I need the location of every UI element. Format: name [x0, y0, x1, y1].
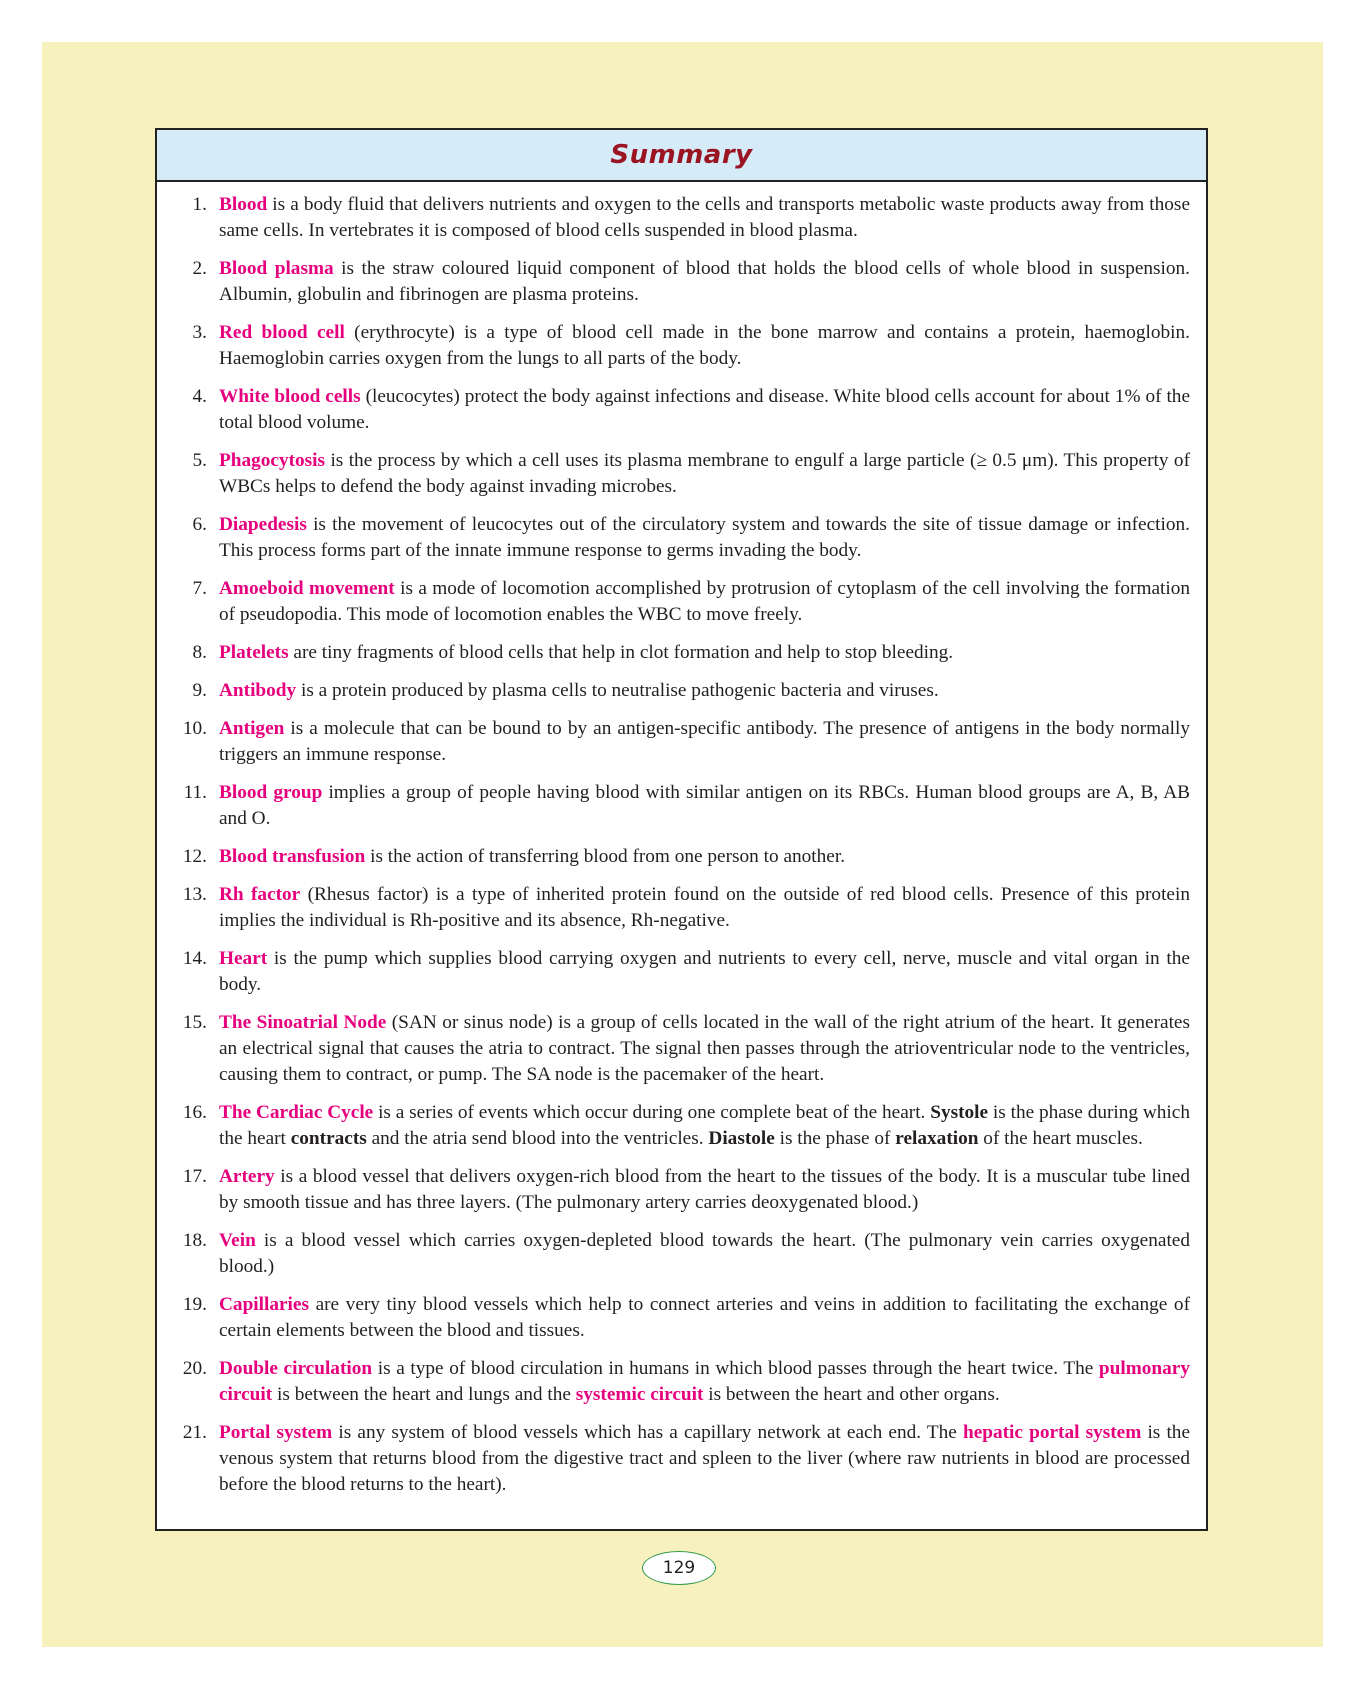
- summary-item: [157, 384, 1190, 436]
- item-text: [219, 1420, 1190, 1498]
- definition-text: is between the heart and lungs and the: [272, 1384, 576, 1405]
- key-term: hepatic portal system: [962, 1422, 1142, 1443]
- definition-text: is the movement of leucocytes out of the circulatory system and towards the site of tissue damage or infection. This process forms part of the innate immune response to germs invading the body.: [219, 514, 1190, 561]
- summary-box: [155, 128, 1208, 1531]
- summary-list: [157, 182, 1206, 1498]
- definition-text: is a mode of locomotion accomplished by protrusion of cytoplasm of the cell involving the formation of pseudopodia. This mode of locomotion enables the WBC to move freely.: [219, 578, 1190, 625]
- summary-header: [157, 130, 1206, 182]
- bold-term: Diastole: [708, 1128, 775, 1149]
- item-number: 20.: [182, 1358, 207, 1379]
- key-term: The Cardiac Cycle: [219, 1102, 374, 1123]
- bold-term: Systole: [930, 1102, 989, 1123]
- key-term: Blood transfusion: [219, 846, 366, 867]
- item-number: 14.: [182, 948, 207, 969]
- definition-text: is a series of events which occur during one complete beat of the heart.: [373, 1102, 931, 1123]
- summary-item: [157, 1010, 1190, 1088]
- summary-item: [157, 1356, 1190, 1408]
- item-number: 1.: [192, 194, 207, 215]
- item-text: [219, 256, 1190, 308]
- key-term: White blood cells: [219, 386, 361, 407]
- item-number: 19.: [182, 1294, 207, 1315]
- summary-item: [157, 1228, 1190, 1280]
- item-text: [219, 576, 1190, 628]
- definition-text: are tiny fragments of blood cells that help in clot formation and help to stop bleeding.: [288, 642, 954, 663]
- item-text: [219, 1292, 1190, 1344]
- key-term: Artery: [219, 1166, 275, 1187]
- definition-text: is a molecule that can be bound to by an antigen-specific antibody. The presence of antigens in the body normally triggers an immune response.: [219, 718, 1190, 765]
- summary-item: [157, 512, 1190, 564]
- summary-item: [157, 320, 1190, 372]
- summary-item: [157, 448, 1190, 500]
- definition-text: is the venous system that returns blood from the digestive tract and spleen to the liver (where raw nutrients in blood are processed before the blood returns to the heart).: [219, 1422, 1191, 1495]
- item-text: [219, 384, 1190, 436]
- key-term: Vein: [219, 1230, 256, 1251]
- summary-item: [157, 678, 1190, 704]
- item-number: 10.: [182, 718, 207, 739]
- key-term: Amoeboid movement: [219, 578, 395, 599]
- definition-text: (leucocytes) protect the body against infections and disease. White blood cells account for about 1% of the total blood volume.: [219, 386, 1190, 433]
- item-text: [219, 448, 1190, 500]
- definition-text: is a type of blood circulation in humans in which blood passes through the heart twice. The: [372, 1358, 1099, 1379]
- item-text: [219, 716, 1190, 768]
- page-number: 129: [642, 1551, 716, 1585]
- item-text: [219, 1228, 1190, 1280]
- item-text: [219, 1100, 1190, 1152]
- key-term: Rh factor: [219, 884, 301, 905]
- definition-text: (SAN or sinus node) is a group of cells located in the wall of the right atrium of the heart. It generates an electrical signal that causes the atria to contract. The signal then passes through the atrioventricular node to the ventricles, causing them to contract, or pump. The SA node is the pacemaker of the heart.: [219, 1012, 1190, 1085]
- summary-item: [157, 640, 1190, 666]
- summary-item: [157, 192, 1190, 244]
- item-number: 2.: [192, 258, 207, 279]
- key-term: Platelets: [219, 642, 289, 663]
- summary-item: [157, 844, 1190, 870]
- definition-text: is the phase during which the heart: [219, 1102, 1190, 1149]
- key-term: pulmonary circuit: [219, 1358, 1190, 1405]
- bold-term: relaxation: [895, 1128, 979, 1149]
- key-term: Diapedesis: [219, 514, 307, 535]
- item-number: 15.: [182, 1012, 207, 1033]
- item-number: 17.: [182, 1166, 207, 1187]
- summary-item: [157, 1164, 1190, 1216]
- key-term: Heart: [219, 948, 268, 969]
- definition-text: is a blood vessel that delivers oxygen-rich blood from the heart to the tissues of the body. It is a muscular tube lined by smooth tissue and has three layers. (The pulmonary artery carries deoxygenated blood.): [219, 1166, 1190, 1213]
- definition-text: is any system of blood vessels which has a capillary network at each end. The: [332, 1422, 963, 1443]
- item-text: [219, 1356, 1190, 1408]
- definition-text: are very tiny blood vessels which help to connect arteries and veins in addition to facilitating the exchange of certain elements between the blood and tissues.: [219, 1294, 1190, 1341]
- definition-text: (Rhesus factor) is a type of inherited protein found on the outside of red blood cells. Presence of this protein implies the individual is Rh-positive and its absence, Rh-negative.: [219, 884, 1190, 931]
- summary-item: [157, 576, 1190, 628]
- key-term: Phagocytosis: [219, 450, 326, 471]
- item-text: [219, 1010, 1190, 1088]
- definition-text: is a blood vessel which carries oxygen-depleted blood towards the heart. (The pulmonary vein carries oxygenated blood.): [219, 1230, 1190, 1277]
- item-text: [219, 844, 1190, 870]
- summary-item: [157, 1292, 1190, 1344]
- key-term: Capillaries: [219, 1294, 309, 1315]
- key-term: systemic circuit: [575, 1384, 704, 1405]
- definition-text: is a body fluid that delivers nutrients and oxygen to the cells and transports metabolic waste products away from those same cells. In vertebrates it is composed of blood cells suspended in blood plasma.: [219, 194, 1190, 241]
- item-text: [219, 512, 1190, 564]
- key-term: Red blood cell: [219, 322, 345, 343]
- item-number: 6.: [192, 514, 207, 535]
- item-text: [219, 192, 1190, 244]
- item-number: 11.: [183, 782, 207, 803]
- summary-title: Summary: [610, 140, 753, 170]
- item-number: 3.: [192, 322, 207, 343]
- item-text: [219, 882, 1190, 934]
- definition-text: and the atria send blood into the ventricles.: [366, 1128, 709, 1149]
- item-number: 18.: [182, 1230, 207, 1251]
- item-number: 4.: [192, 386, 207, 407]
- item-text: [219, 678, 1190, 704]
- definition-text: is the process by which a cell uses its plasma membrane to engulf a large particle (≥ 0.5 μm). This property of WBCs helps to defend the body against invading microbes.: [219, 450, 1190, 497]
- summary-item: [157, 882, 1190, 934]
- key-term: The Sinoatrial Node: [219, 1012, 387, 1033]
- item-number: 5.: [192, 450, 207, 471]
- item-text: [219, 780, 1190, 832]
- item-number: 9.: [192, 680, 207, 701]
- summary-item: [157, 1100, 1190, 1152]
- key-term: Blood: [219, 194, 268, 215]
- key-term: Blood plasma: [219, 258, 334, 279]
- definition-text: is a protein produced by plasma cells to neutralise pathogenic bacteria and viruses.: [296, 680, 939, 701]
- item-number: 12.: [182, 846, 207, 867]
- definition-text: is between the heart and other organs.: [703, 1384, 1000, 1405]
- summary-item: [157, 256, 1190, 308]
- item-text: [219, 320, 1190, 372]
- key-term: Blood group: [219, 782, 323, 803]
- key-term: Double circulation: [219, 1358, 373, 1379]
- key-term: Antibody: [219, 680, 297, 701]
- definition-text: is the phase of: [774, 1128, 896, 1149]
- summary-item: [157, 1420, 1190, 1498]
- item-number: 8.: [192, 642, 207, 663]
- item-text: [219, 640, 1190, 666]
- summary-item: [157, 780, 1190, 832]
- definition-text: is the pump which supplies blood carrying oxygen and nutrients to every cell, nerve, muscle and vital organ in the body.: [219, 948, 1190, 995]
- definition-text: is the action of transferring blood from one person to another.: [365, 846, 846, 867]
- item-number: 13.: [182, 884, 207, 905]
- definition-text: (erythrocyte) is a type of blood cell made in the bone marrow and contains a protein, haemoglobin. Haemoglobin carries oxygen from the lungs to all parts of the body.: [219, 322, 1190, 369]
- item-number: 16.: [182, 1102, 207, 1123]
- bold-term: contracts: [290, 1128, 367, 1149]
- key-term: Antigen: [219, 718, 285, 739]
- page: [42, 42, 1323, 1647]
- key-term: Portal system: [219, 1422, 333, 1443]
- definition-text: is the straw coloured liquid component of blood that holds the blood cells of whole blood in suspension. Albumin, globulin and fibrinogen are plasma proteins.: [219, 258, 1190, 305]
- summary-item: [157, 946, 1190, 998]
- summary-item: [157, 716, 1190, 768]
- item-number: 7.: [192, 578, 207, 599]
- item-number: 21.: [182, 1422, 207, 1443]
- definition-text: implies a group of people having blood with similar antigen on its RBCs. Human blood groups are A, B, AB and O.: [219, 782, 1191, 829]
- item-text: [219, 946, 1190, 998]
- definition-text: of the heart muscles.: [978, 1128, 1143, 1149]
- item-text: [219, 1164, 1190, 1216]
